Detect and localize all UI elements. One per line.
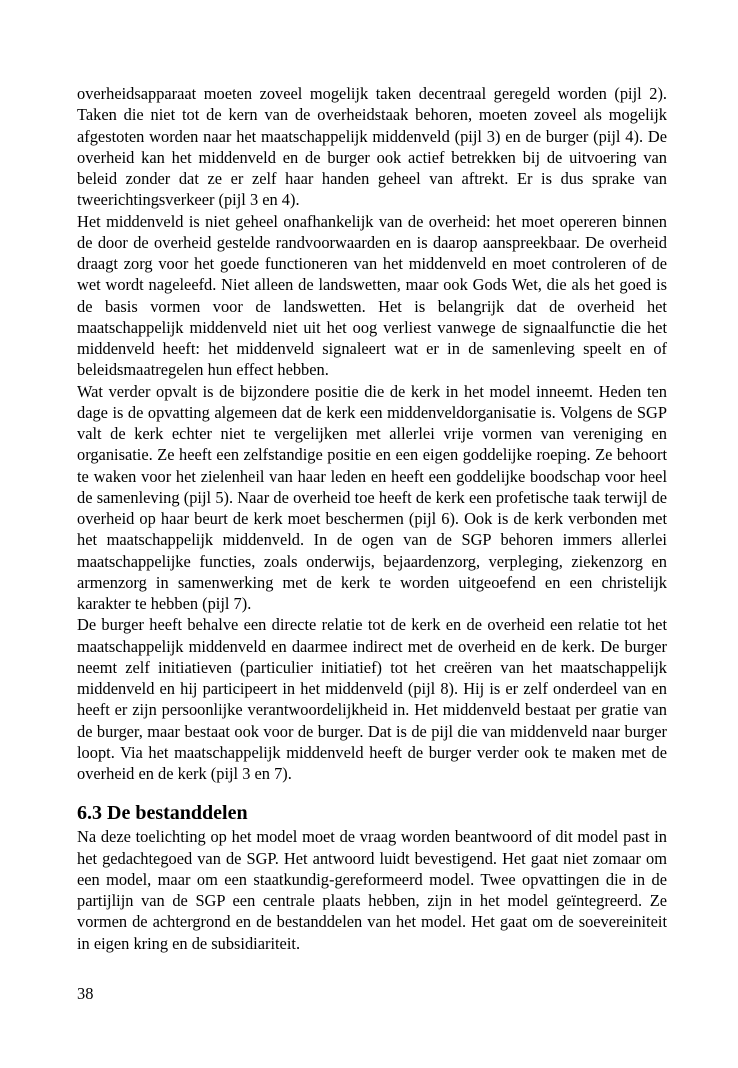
paragraph-kerk: Wat verder opvalt is de bijzondere positie die de kerk in het model inneemt. Heden ten dage is de opvatting algemeen dat de kerk een middenveldorganisatie is. Volgens de SGP valt de kerk echter niet te vergelijken met allerlei vrije vormen van vereniging en organisatie. Ze heeft een zelfstandige positie en een eigen goddelijke roeping. Ze behoort te waken voor het zielenheil van haar leden en heeft een goddelijke boodschap voor heel de samenleving (pijl 5). Naar de overheid toe heeft de kerk een profetische taak terwijl de overheid op haar beurt de kerk moet beschermen (pijl 6). Ook is de kerk verbonden met het maatschappelijk middenveld. In de ogen van de SGP behoren immers allerlei maatschappelijke functies, zoals onderwijs, bejaardenzorg, verpleging, ziekenzorg en armenzorg in samenwerking met de kerk te worden uitgeoefend en een christelijk karakter te hebben (pijl 7).: [77, 381, 667, 613]
paragraph-middenveld: Het middenveld is niet geheel onafhankelijk van de overheid: het moet opereren binnen de door de overheid gestelde randvoorwaarden en is daarop aanspreekbaar. De overheid draagt zorg voor het goede functioneren van het middenveld en moet controleren of de wet wordt nageleefd. Niet alleen de landswetten, maar ook Gods Wet, die als het goed is de basis vormen voor de landswetten. Het is belangrijk dat de overheid het maatschappelijk middenveld niet uit het oog verliest vanwege de signaalfunctie die het middenveld heeft: het middenveld signaleert wat er in de samenleving speelt en of beleidsmaatregelen hun effect hebben.: [77, 211, 667, 380]
paragraph-decentralisation: overheidsapparaat moeten zoveel mogelijk taken decentraal geregeld worden (pijl 2). Taken die niet tot de kern van de overheidstaak behoren, moeten zoveel als mogelijk afgestoten worden naar het maatschappelijk middenveld (pijl 3) en de burger (pijl 4). De overheid kan het middenveld en de burger ook actief betrekken bij de uitvoering van beleid zonder dat ze er zelf haar handen geheel van aftrekt. Er is dus sprake van tweerichtingsverkeer (pijl 3 en 4).: [77, 84, 667, 210]
paragraph-bestanddelen: Na deze toelichting op het model moet de vraag worden beantwoord of dit model past in het gedachtegoed van de SGP. Het antwoord luidt bevestigend. Het gaat niet zomaar om een model, maar om een staatkundig-gereformeerd model. Twee opvattingen die in de partijlijn van de SGP een centrale plaats hebben, zijn in het model geïntegreerd. Ze vormen de achtergrond en de bestanddelen van het model. Het gaat om de soevereiniteit in eigen kring en de subsidiariteit.: [77, 827, 667, 953]
paragraph-burger: De burger heeft behalve een directe relatie tot de kerk en de overheid een relatie tot het maatschappelijk middenveld en daarmee indirect met de overheid en de kerk. De burger neemt zelf initiatieven (particulier initiatief) tot het creëren van het maatschappelijk middenveld en hij participeert in het middenveld (pijl 8). Hij is er zelf onderdeel van en heeft er zijn persoonlijke verantwoordelijkheid in. Het middenveld bestaat per gratie van de burger, maar bestaat ook voor de burger. Dat is de pijl die van middenveld naar burger loopt. Via het maatschappelijk middenveld heeft de burger verder ook te maken met de overheid en de kerk (pijl 3 en 7).: [77, 615, 667, 783]
section-heading: 6.3 De bestanddelen: [77, 802, 248, 825]
page-number: 38: [77, 984, 94, 1003]
document-page: [77, 83, 667, 954]
